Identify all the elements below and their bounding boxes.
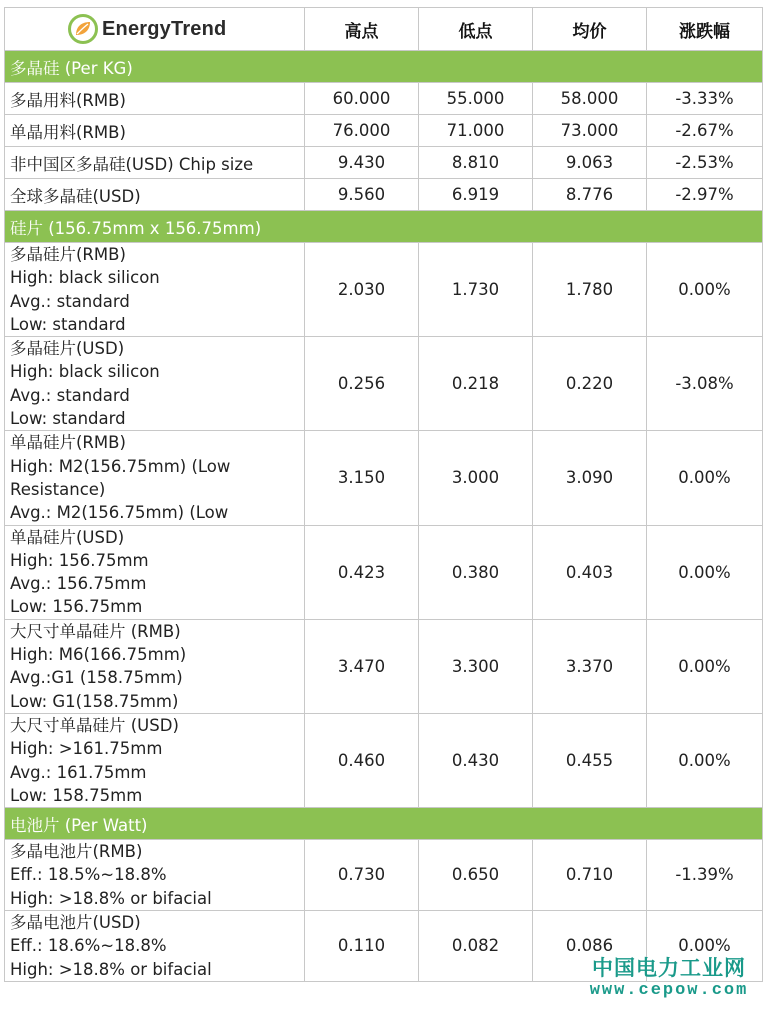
row-label-line: 单晶硅片(RMB) [10, 433, 126, 453]
row-label-line: High: 156.75mm [10, 550, 149, 570]
high-value: 9.430 [305, 147, 419, 179]
high-value: 0.423 [305, 525, 419, 619]
low-value: 71.000 [419, 115, 533, 147]
row-label-line: Eff.: 18.6%~18.8% [10, 936, 167, 956]
avg-value: 0.710 [533, 840, 647, 911]
change-value: -2.67% [647, 115, 763, 147]
table-row [5, 619, 763, 713]
row-label-line: 多晶硅片(USD) [10, 339, 125, 359]
row-label-line: 多晶硅片(RMB) [10, 245, 126, 264]
change-value: -3.08% [647, 337, 763, 431]
column-header-low: 低点 [419, 8, 533, 51]
row-label-line: Low: standard [10, 409, 126, 429]
row-label-line: 单晶硅片(USD) [10, 527, 125, 547]
high-value: 76.000 [305, 115, 419, 147]
logo-cell [5, 8, 305, 51]
section-title: 电池片 (Per Watt) [5, 808, 763, 840]
row-label [5, 525, 305, 619]
row-label-line: Avg.: 156.75mm [10, 574, 147, 594]
section-header-polysilicon [5, 51, 763, 83]
column-header-change: 涨跌幅 [647, 8, 763, 51]
avg-value: 0.220 [533, 337, 647, 431]
row-label-line: High: >161.75mm [10, 739, 163, 759]
high-value: 2.030 [305, 243, 419, 337]
row-label-line: Avg.: standard [10, 291, 130, 311]
row-label: 非中国区多晶硅(USD) Chip size [5, 147, 305, 179]
row-label-line: Avg.: standard [10, 385, 130, 405]
row-label-line: Low: standard [10, 314, 126, 334]
low-value: 3.000 [419, 431, 533, 525]
low-value: 0.430 [419, 713, 533, 807]
high-value: 3.150 [305, 431, 419, 525]
row-label-line: High: black silicon [10, 362, 160, 382]
table-row [5, 115, 763, 147]
table-row [5, 431, 763, 525]
row-label-line: 多晶电池片(USD) [10, 913, 141, 933]
row-label [5, 431, 305, 525]
watermark-url: www.cepow.com [589, 981, 749, 1000]
change-value: 0.00% [647, 243, 763, 337]
row-label-line: Avg.:G1 (158.75mm) [10, 668, 183, 688]
table-row [5, 525, 763, 619]
avg-value: 0.086 [533, 911, 647, 982]
watermark-site-name: 中国电力工业网 [592, 956, 746, 980]
low-value: 0.380 [419, 525, 533, 619]
change-value: 0.00% [647, 713, 763, 807]
low-value: 3.300 [419, 619, 533, 713]
row-label-line: Low: 158.75mm [10, 785, 143, 805]
avg-value: 3.370 [533, 619, 647, 713]
table-row [5, 83, 763, 115]
row-label-line: Avg.: 161.75mm [10, 762, 147, 782]
row-label-line: High: M2(156.75mm) (Low [10, 456, 231, 476]
row-label [5, 337, 305, 431]
row-label-line: High: black silicon [10, 268, 160, 288]
section-header-cell [5, 808, 763, 840]
section-title: 硅片 (156.75mm x 156.75mm) [5, 211, 763, 243]
table-header-row [5, 8, 763, 51]
table-row [5, 713, 763, 807]
table-row [5, 840, 763, 911]
table-row [5, 337, 763, 431]
high-value: 0.256 [305, 337, 419, 431]
high-value: 0.730 [305, 840, 419, 911]
change-value: -2.97% [647, 179, 763, 211]
row-label [5, 619, 305, 713]
high-value: 0.460 [305, 713, 419, 807]
high-value: 9.560 [305, 179, 419, 211]
row-label: 多晶用料(RMB) [5, 83, 305, 115]
avg-value: 58.000 [533, 83, 647, 115]
low-value: 1.730 [419, 243, 533, 337]
row-label-line: High: >18.8% or bifacial [10, 888, 212, 908]
high-value: 0.110 [305, 911, 419, 982]
avg-value: 3.090 [533, 431, 647, 525]
row-label: 单晶用料(RMB) [5, 115, 305, 147]
column-header-avg: 均价 [533, 8, 647, 51]
row-label-line: High: M6(166.75mm) [10, 645, 187, 665]
avg-value: 1.780 [533, 243, 647, 337]
row-label [5, 243, 305, 337]
change-value: 0.00% [647, 431, 763, 525]
row-label-line: 大尺寸单晶硅片 (RMB) [10, 621, 181, 641]
low-value: 0.218 [419, 337, 533, 431]
low-value: 55.000 [419, 83, 533, 115]
table-row [5, 179, 763, 211]
row-label-line: Low: 156.75mm [10, 597, 143, 617]
avg-value: 73.000 [533, 115, 647, 147]
row-label [5, 911, 305, 982]
avg-value: 9.063 [533, 147, 647, 179]
row-label [5, 713, 305, 807]
high-value: 60.000 [305, 83, 419, 115]
brand-name: EnergyTrend [102, 17, 227, 40]
low-value: 8.810 [419, 147, 533, 179]
leaf-swirl-logo-icon [68, 14, 98, 44]
column-header-high: 高点 [305, 8, 419, 51]
table-row [5, 147, 763, 179]
change-value: -2.53% [647, 147, 763, 179]
low-value: 6.919 [419, 179, 533, 211]
change-value: -1.39% [647, 840, 763, 911]
change-value: 0.00% [647, 911, 763, 982]
section-header-wafer [5, 211, 763, 243]
avg-value: 8.776 [533, 179, 647, 211]
table-row [5, 243, 763, 337]
change-value: 0.00% [647, 525, 763, 619]
row-label-line: Low: G1(158.75mm) [10, 691, 179, 711]
row-label [5, 840, 305, 911]
brand-logo [10, 14, 299, 44]
row-label-line: Avg.: M2(156.75mm) (Low [10, 503, 229, 523]
row-label-line: High: >18.8% or bifacial [10, 959, 212, 979]
avg-value: 0.403 [533, 525, 647, 619]
change-value: 0.00% [647, 619, 763, 713]
row-label-line: 多晶电池片(RMB) [10, 842, 143, 862]
high-value: 3.470 [305, 619, 419, 713]
row-label-line: 大尺寸单晶硅片 (USD) [10, 715, 179, 735]
row-label-line: Eff.: 18.5%~18.8% [10, 865, 167, 885]
change-value: -3.33% [647, 83, 763, 115]
low-value: 0.650 [419, 840, 533, 911]
avg-value: 0.455 [533, 713, 647, 807]
price-table [4, 7, 763, 982]
section-title: 多晶硅 (Per KG) [5, 51, 763, 83]
row-label-line: Resistance) [10, 479, 106, 499]
low-value: 0.082 [419, 911, 533, 982]
row-label: 全球多晶硅(USD) [5, 179, 305, 211]
table-row [5, 911, 763, 982]
